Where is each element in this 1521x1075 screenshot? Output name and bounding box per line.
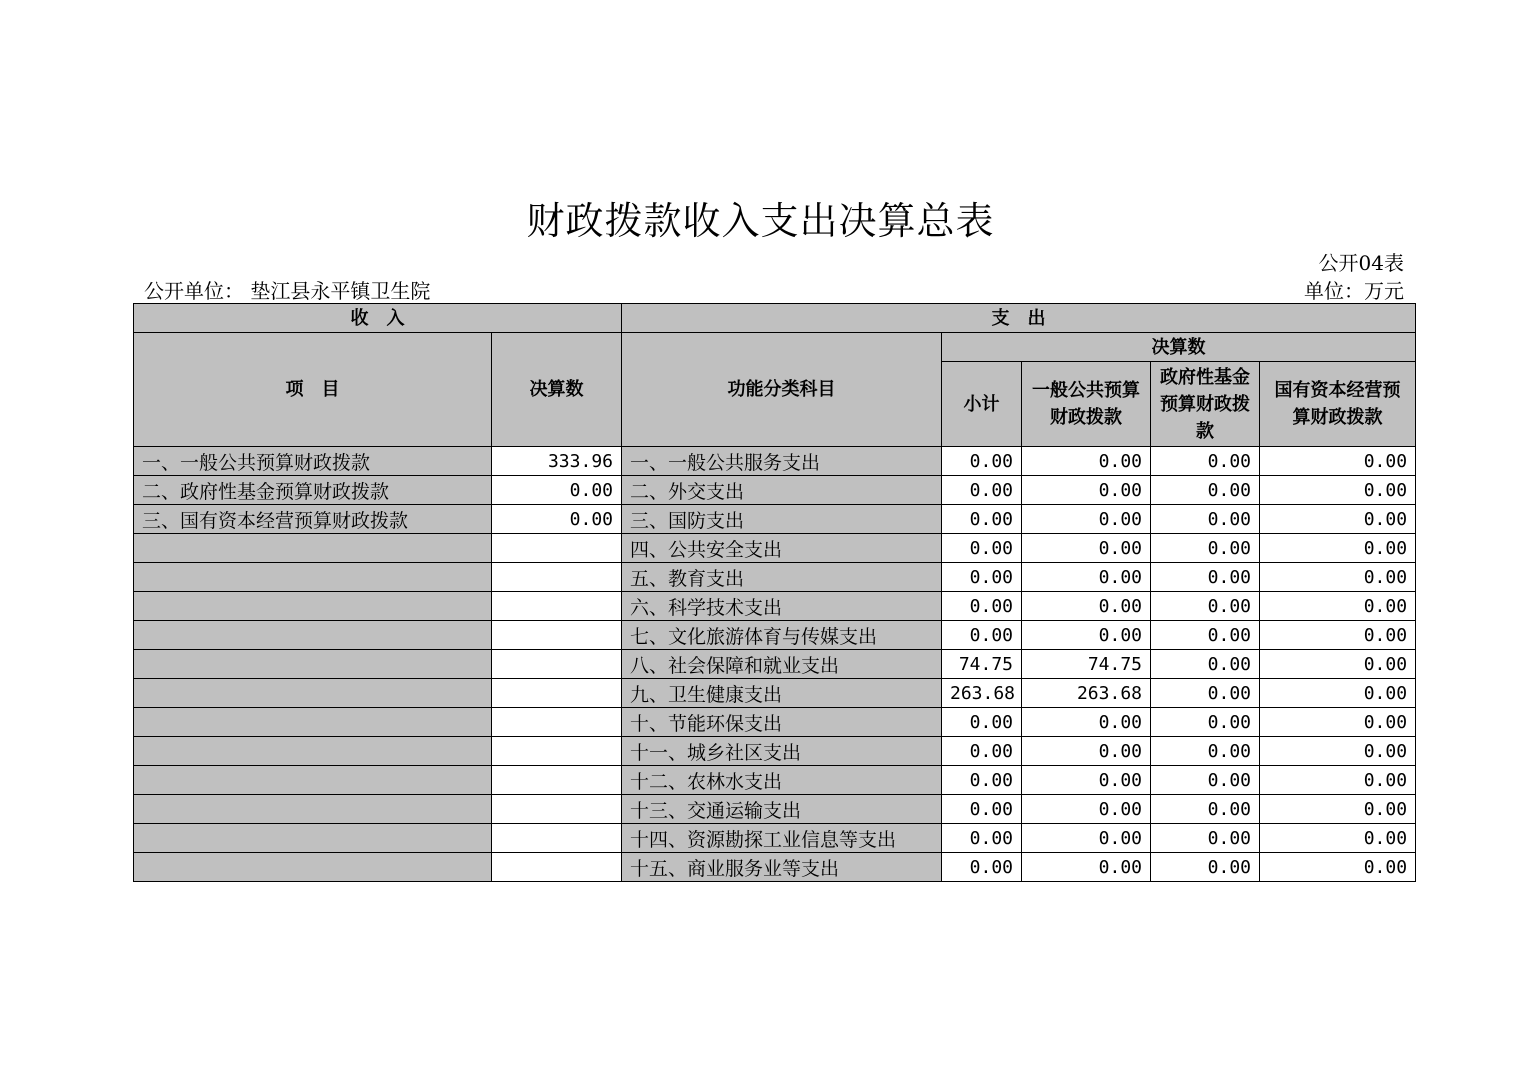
general-budget-cell: 0.00 bbox=[1022, 766, 1151, 795]
table-row bbox=[134, 853, 1416, 882]
subtotal-cell: 263.68 bbox=[942, 679, 1022, 708]
general-budget-cell: 0.00 bbox=[1022, 563, 1151, 592]
gov-fund-cell: 0.00 bbox=[1151, 592, 1260, 621]
table-row bbox=[134, 447, 1416, 476]
income-item-cell bbox=[134, 766, 492, 795]
income-item-cell bbox=[134, 737, 492, 766]
gov-fund-cell: 0.00 bbox=[1151, 621, 1260, 650]
subtotal-cell: 0.00 bbox=[942, 534, 1022, 563]
general-budget-cell: 0.00 bbox=[1022, 592, 1151, 621]
income-item-cell bbox=[134, 853, 492, 882]
category-cell: 二、外交支出 bbox=[622, 476, 942, 505]
income-amount-cell bbox=[492, 679, 622, 708]
income-amount-cell: 333.96 bbox=[492, 447, 622, 476]
income-amount-cell bbox=[492, 766, 622, 795]
table-row bbox=[134, 679, 1416, 708]
general-budget-cell: 0.00 bbox=[1022, 505, 1151, 534]
category-cell: 七、文化旅游体育与传媒支出 bbox=[622, 621, 942, 650]
money-unit: 单位：万元 bbox=[1304, 279, 1404, 303]
gov-fund-header: 政府性基金预算财政拨款 bbox=[1151, 362, 1260, 447]
subtotal-cell: 0.00 bbox=[942, 737, 1022, 766]
table-row bbox=[134, 824, 1416, 853]
general-budget-cell: 0.00 bbox=[1022, 737, 1151, 766]
state-capital-cell: 0.00 bbox=[1260, 824, 1416, 853]
gov-fund-cell: 0.00 bbox=[1151, 447, 1260, 476]
state-capital-cell: 0.00 bbox=[1260, 505, 1416, 534]
state-capital-cell: 0.00 bbox=[1260, 795, 1416, 824]
state-capital-cell: 0.00 bbox=[1260, 708, 1416, 737]
general-budget-cell: 0.00 bbox=[1022, 824, 1151, 853]
subtotal-cell: 0.00 bbox=[942, 476, 1022, 505]
table-row bbox=[134, 563, 1416, 592]
category-cell: 四、公共安全支出 bbox=[622, 534, 942, 563]
budget-table bbox=[133, 303, 1416, 882]
category-header: 功能分类科目 bbox=[622, 333, 942, 447]
income-item-cell bbox=[134, 824, 492, 853]
table-row bbox=[134, 476, 1416, 505]
table-row bbox=[134, 592, 1416, 621]
category-cell: 十三、交通运输支出 bbox=[622, 795, 942, 824]
income-amount-cell bbox=[492, 650, 622, 679]
income-amount-header: 决算数 bbox=[492, 333, 622, 447]
income-item-cell bbox=[134, 650, 492, 679]
income-amount-cell bbox=[492, 621, 622, 650]
category-cell: 八、社会保障和就业支出 bbox=[622, 650, 942, 679]
table-number: 公开04表 bbox=[1318, 251, 1404, 275]
subtotal-cell: 0.00 bbox=[942, 621, 1022, 650]
category-cell: 六、科学技术支出 bbox=[622, 592, 942, 621]
table-row bbox=[134, 795, 1416, 824]
gov-fund-cell: 0.00 bbox=[1151, 853, 1260, 882]
income-item-cell bbox=[134, 679, 492, 708]
gov-fund-cell: 0.00 bbox=[1151, 476, 1260, 505]
subtotal-cell: 0.00 bbox=[942, 853, 1022, 882]
table-row bbox=[134, 505, 1416, 534]
subtotal-cell: 0.00 bbox=[942, 795, 1022, 824]
subtotal-cell: 74.75 bbox=[942, 650, 1022, 679]
general-budget-header: 一般公共预算财政拨款 bbox=[1022, 362, 1151, 447]
state-capital-cell: 0.00 bbox=[1260, 621, 1416, 650]
state-capital-header: 国有资本经营预算财政拨款 bbox=[1260, 362, 1416, 447]
general-budget-cell: 0.00 bbox=[1022, 795, 1151, 824]
subtotal-cell: 0.00 bbox=[942, 563, 1022, 592]
subtotal-cell: 0.00 bbox=[942, 824, 1022, 853]
category-cell: 九、卫生健康支出 bbox=[622, 679, 942, 708]
table-row bbox=[134, 708, 1416, 737]
subtotal-cell: 0.00 bbox=[942, 505, 1022, 534]
subtotal-cell: 0.00 bbox=[942, 708, 1022, 737]
unit-line bbox=[144, 275, 1404, 304]
table-row bbox=[134, 650, 1416, 679]
income-amount-cell bbox=[492, 708, 622, 737]
category-cell: 十二、农林水支出 bbox=[622, 766, 942, 795]
category-cell: 五、教育支出 bbox=[622, 563, 942, 592]
general-budget-cell: 74.75 bbox=[1022, 650, 1151, 679]
general-budget-cell: 0.00 bbox=[1022, 621, 1151, 650]
subtotal-cell: 0.00 bbox=[942, 592, 1022, 621]
org-label: 公开单位： bbox=[144, 279, 244, 303]
state-capital-cell: 0.00 bbox=[1260, 447, 1416, 476]
general-budget-cell: 0.00 bbox=[1022, 476, 1151, 505]
gov-fund-cell: 0.00 bbox=[1151, 795, 1260, 824]
income-item-cell bbox=[134, 534, 492, 563]
gov-fund-cell: 0.00 bbox=[1151, 650, 1260, 679]
gov-fund-cell: 0.00 bbox=[1151, 766, 1260, 795]
general-budget-cell: 0.00 bbox=[1022, 708, 1151, 737]
income-item-cell: 一、一般公共预算财政拨款 bbox=[134, 447, 492, 476]
income-amount-cell bbox=[492, 534, 622, 563]
state-capital-cell: 0.00 bbox=[1260, 853, 1416, 882]
gov-fund-cell: 0.00 bbox=[1151, 534, 1260, 563]
org-name: 垫江县永平镇卫生院 bbox=[250, 279, 431, 303]
income-amount-cell bbox=[492, 592, 622, 621]
gov-fund-cell: 0.00 bbox=[1151, 679, 1260, 708]
subtotal-cell: 0.00 bbox=[942, 447, 1022, 476]
expense-header: 支 出 bbox=[622, 304, 1416, 333]
income-amount-cell bbox=[492, 795, 622, 824]
amount-group-header: 决算数 bbox=[942, 333, 1416, 362]
income-item-cell: 二、政府性基金预算财政拨款 bbox=[134, 476, 492, 505]
item-header: 项 目 bbox=[134, 333, 492, 447]
state-capital-cell: 0.00 bbox=[1260, 679, 1416, 708]
income-amount-cell bbox=[492, 853, 622, 882]
gov-fund-cell: 0.00 bbox=[1151, 563, 1260, 592]
general-budget-cell: 0.00 bbox=[1022, 447, 1151, 476]
state-capital-cell: 0.00 bbox=[1260, 534, 1416, 563]
gov-fund-cell: 0.00 bbox=[1151, 505, 1260, 534]
table-row bbox=[134, 534, 1416, 563]
state-capital-cell: 0.00 bbox=[1260, 476, 1416, 505]
gov-fund-cell: 0.00 bbox=[1151, 824, 1260, 853]
category-cell: 十五、商业服务业等支出 bbox=[622, 853, 942, 882]
state-capital-cell: 0.00 bbox=[1260, 650, 1416, 679]
income-amount-cell: 0.00 bbox=[492, 505, 622, 534]
income-amount-cell bbox=[492, 563, 622, 592]
income-amount-cell bbox=[492, 737, 622, 766]
category-cell: 十一、城乡社区支出 bbox=[622, 737, 942, 766]
gov-fund-cell: 0.00 bbox=[1151, 737, 1260, 766]
table-body bbox=[134, 447, 1416, 882]
category-cell: 一、一般公共服务支出 bbox=[622, 447, 942, 476]
general-budget-cell: 0.00 bbox=[1022, 534, 1151, 563]
income-item-cell bbox=[134, 795, 492, 824]
table-row bbox=[134, 766, 1416, 795]
income-amount-cell bbox=[492, 824, 622, 853]
category-cell: 十、节能环保支出 bbox=[622, 708, 942, 737]
general-budget-cell: 0.00 bbox=[1022, 853, 1151, 882]
subtotal-cell: 0.00 bbox=[942, 766, 1022, 795]
state-capital-cell: 0.00 bbox=[1260, 563, 1416, 592]
state-capital-cell: 0.00 bbox=[1260, 766, 1416, 795]
category-cell: 三、国防支出 bbox=[622, 505, 942, 534]
state-capital-cell: 0.00 bbox=[1260, 592, 1416, 621]
table-row bbox=[134, 737, 1416, 766]
income-item-cell: 三、国有资本经营预算财政拨款 bbox=[134, 505, 492, 534]
income-header: 收 入 bbox=[134, 304, 622, 333]
income-item-cell bbox=[134, 621, 492, 650]
general-budget-cell: 263.68 bbox=[1022, 679, 1151, 708]
page-title: 财政拨款收入支出决算总表 bbox=[526, 199, 995, 243]
income-item-cell bbox=[134, 563, 492, 592]
subtotal-header: 小计 bbox=[942, 362, 1022, 447]
table-row bbox=[134, 621, 1416, 650]
income-item-cell bbox=[134, 708, 492, 737]
gov-fund-cell: 0.00 bbox=[1151, 708, 1260, 737]
state-capital-cell: 0.00 bbox=[1260, 737, 1416, 766]
income-item-cell bbox=[134, 592, 492, 621]
category-cell: 十四、资源勘探工业信息等支出 bbox=[622, 824, 942, 853]
income-amount-cell: 0.00 bbox=[492, 476, 622, 505]
